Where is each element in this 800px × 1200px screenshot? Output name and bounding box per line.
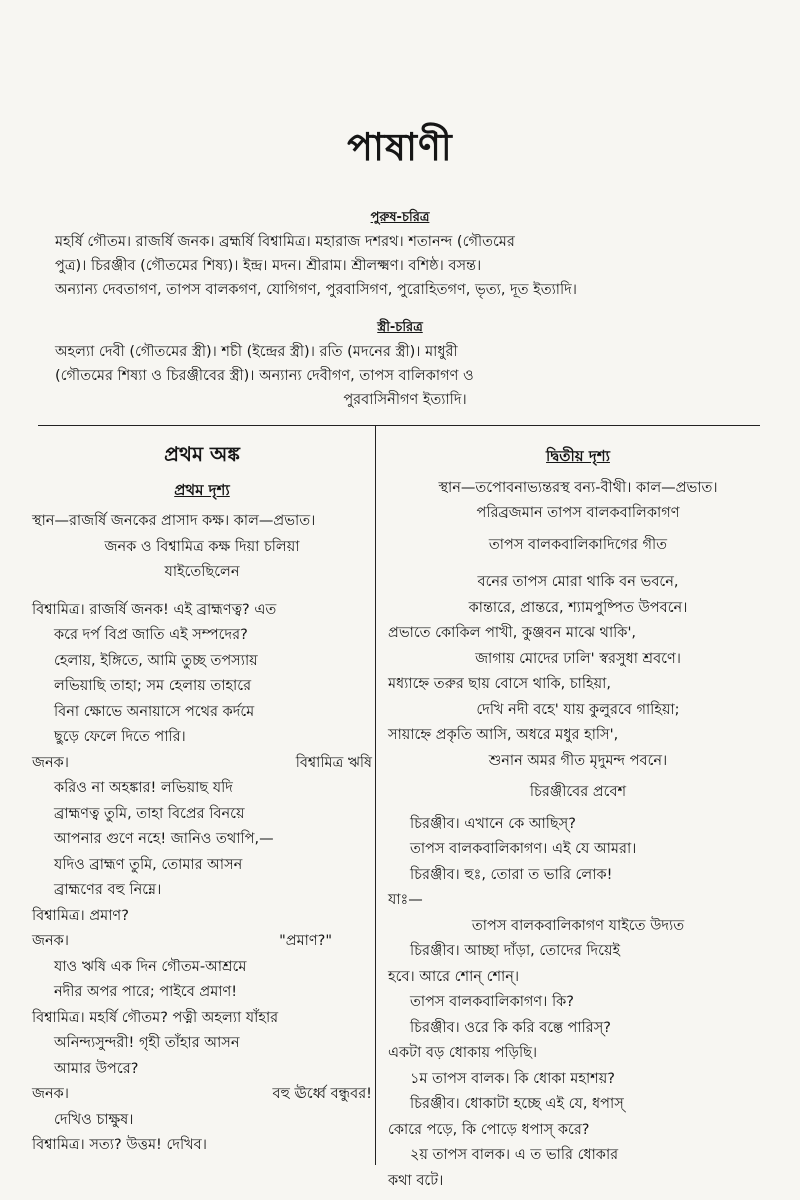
column-divider: [375, 425, 376, 1165]
female-cast-list: [55, 340, 755, 412]
dialogue-line: বিশ্বামিত্র। সত্য? উত্তম! দেখিব।: [32, 1137, 207, 1153]
dialogue-line: ১ম তাপস বালক। কি ধোকা মহাশয়?: [410, 1070, 615, 1087]
male-cast-line: পুত্র)। চিরঞ্জীব (গৌতমের শিষ্য)। ইন্দ্র। মদন। শ্রীরাম। শ্রীলক্ষ্মণ। বশিষ্ঠ। বসন্ত।: [55, 258, 482, 274]
stage-setting: স্থান—তপোবনাভ্যন্তরস্থ বন্য-বীথী। কাল—প্রভাত।: [438, 479, 718, 496]
dialogue-line: বিশ্বামিত্র। প্রমাণ?: [32, 907, 129, 924]
dialogue-line: যাও ঋষি এক দিন গৌতম-আশ্রমে: [54, 958, 247, 975]
stage-setting: পরিব্রজমান তাপস বালকবালিকাগণ: [476, 505, 680, 521]
dialogue-line: চিরঞ্জীব। ধোকাটা হচ্ছে এই যে, ধপাস্: [410, 1096, 624, 1112]
stage-direction: তাপস বালকবালিকাগণ যাইতে উদ্যত: [471, 917, 685, 934]
speaker-name: জনক।: [32, 754, 69, 771]
left-column: [32, 440, 372, 1159]
song-line: বনের তাপস মোরা থাকি বন ভবনে,: [477, 574, 679, 590]
speaker-name: জনক।: [32, 1086, 69, 1102]
female-cast-heading: স্ত্রী-চরিত্র: [377, 320, 423, 335]
song-line: কান্তারে, প্রান্তরে, শ্যামপুষ্পিত উপবনে।: [468, 599, 688, 616]
male-cast-heading: পুরুষ-চরিত্র: [370, 210, 430, 225]
dialogue-line: তাপস বালকবালিকাগণ। এই যে আমরা।: [410, 841, 637, 857]
dialogue-line: করে দর্প বিপ্র জাতি এই সম্পদের?: [54, 627, 248, 643]
dialogue-line: আমার উপরে?: [54, 1060, 139, 1077]
dialogue-line: কথা বটে।: [388, 1172, 444, 1189]
dialogue-line: লভিয়াছি তাহা; সম হেলায় তাহারে: [54, 678, 252, 694]
horizontal-rule: [38, 425, 760, 426]
right-column: [388, 440, 768, 1194]
speaker-name: জনক।: [32, 933, 69, 949]
dialogue-line: হবে। আরে শোন্ শোন্।: [388, 968, 520, 985]
song-line: জাগায় মোদের ঢালি' স্বরসুধা শ্রবণে।: [475, 650, 681, 667]
stage-setting: যাইতেছিলেন: [164, 564, 240, 580]
dialogue-line: যাঃ—: [388, 892, 423, 908]
dialogue-line: [32, 1082, 372, 1108]
dialogue-line: অনিন্দ্যসুন্দরী! গৃহী তাঁহার আসন: [54, 1035, 240, 1051]
dialogue-line: করিও না অহঙ্কার! লভিয়াছ যদি: [54, 780, 233, 796]
dialogue-line: হেলায়, ইঙ্গিতে, আমি তুচ্ছ তপস্যায়: [54, 652, 258, 669]
female-cast-line: (গৌতমের শিষ্যা ও চিরঞ্জীবের স্ত্রী)। অন্যান্য দেবীগণ, তাপস বালিকাগণ ও: [55, 368, 474, 384]
dialogue-line: নদীর অপর পারে; পাইবে প্রমাণ!: [54, 984, 238, 1000]
dialogue-line: [32, 751, 372, 777]
dialogue-line: বিশ্বামিত্র। রাজর্ষি জনক! এই ব্রাহ্মণত্ব? এত: [32, 601, 277, 618]
dialogue-line: তাপস বালকবালিকাগণ। কি?: [410, 994, 574, 1010]
dialogue-line: কোরে পড়ে, কি পোড়ে ধপাস্ করে?: [388, 1121, 590, 1138]
dialogue-line: দেখিও চাক্ষুষ।: [54, 1111, 134, 1128]
dialogue-text: বিশ্বামিত্র ঋষি: [295, 754, 372, 771]
dialogue-line: চিরঞ্জীব। এখানে কে আছিস্?: [410, 815, 576, 832]
scene-heading: প্রথম দৃশ্য: [174, 480, 230, 499]
dialogue-text: বহু ঊর্ধ্বে বন্ধুবর!: [272, 1086, 372, 1102]
female-cast-line: অহল্যা দেবী (গৌতমের স্ত্রী)। শচী (ইন্দ্রের স্ত্রী)। রতি (মদনের স্ত্রী)। মাধুরী: [55, 344, 458, 360]
male-cast-list: [55, 230, 755, 302]
male-cast-line: অন্যান্য দেবতাগণ, তাপস বালকগণ, যোগিগণ, পুরবাসিগণ, পুরোহিতগণ, ভৃত্য, দূত ইত্যাদি।: [55, 282, 577, 298]
dialogue-line: [32, 929, 372, 955]
dialogue-line: একটা বড় ধোকায় পড়িছি।: [388, 1045, 538, 1061]
dialogue-line: ব্রাহ্মণত্ব তুমি, তাহা বিপ্রের বিনয়ে: [54, 805, 245, 822]
dialogue-line: ছুড়ে ফেলে দিতে পারি।: [54, 729, 186, 745]
dialogue-line: বিনা ক্ষোভে অনায়াসে পথের কর্দমে: [54, 703, 255, 720]
song-line: প্রভাতে কোকিল পাখী, কুঞ্জবন মাঝে থাকি',: [388, 625, 637, 641]
dialogue-line: চিরঞ্জীব। ওরে কি করি বল্তে পারিস্?: [410, 1019, 612, 1036]
stage-setting: স্থান—রাজর্ষি জনকের প্রাসাদ কক্ষ। কাল—প্রভাত।: [32, 513, 316, 529]
song-line: সায়াহ্নে প্রকৃতি আসি, অধরে মধুর হাসি',: [388, 727, 619, 743]
dialogue-line: চিরঞ্জীব। আচ্ছা দাঁড়া, তোদের দিয়েই: [410, 943, 621, 959]
song-heading: তাপস বালকবালিকাদিগের গীত: [488, 536, 668, 553]
song-line: দেখি নদী বহে' যায় কুলুরবে গাহিয়া;: [476, 701, 680, 718]
stage-setting: জনক ও বিশ্বামিত্র কক্ষ দিয়া চলিয়া: [104, 538, 300, 555]
dialogue-text: "প্রমাণ?": [279, 933, 332, 949]
female-cast-line: পুরবাসিনীগণ ইত্যাদি।: [343, 392, 467, 408]
scene-heading: দ্বিতীয় দৃশ্য: [546, 447, 610, 465]
dialogue-line: ব্রাহ্মণের বহু নিম্নে।: [54, 882, 162, 898]
male-cast-line: মহর্ষি গৌতম। রাজর্ষি জনক। ব্রহ্মর্ষি বিশ্বামিত্র। মহারাজ দশরথ। শতানন্দ (গৌতমের: [55, 234, 515, 250]
song-line: মধ্যাহ্নে তরুর ছায় বোসে থাকি, চাহিয়া,: [388, 676, 611, 692]
dialogue-line: আপনার গুণে নহে! জানিও তথাপি,—: [54, 831, 274, 847]
dialogue-line: বিশ্বামিত্র। মহর্ষি গৌতম? পত্নী অহল্যা যাঁহার: [32, 1009, 279, 1026]
act-heading: প্রথম অঙ্ক: [164, 442, 240, 466]
play-title: পাষাণী: [347, 125, 453, 169]
stage-direction: চিরঞ্জীবের প্রবেশ: [529, 784, 627, 800]
dialogue-line: যদিও ব্রাহ্মণ তুমি, তোমার আসন: [54, 856, 243, 873]
dialogue-line: ২য় তাপস বালক। এ ত ভারি ধোকার: [410, 1147, 619, 1163]
dialogue-line: চিরঞ্জীব। হুঃ, তোরা ত ভারি লোক!: [410, 866, 613, 883]
song-line: শুনান অমর গীত মৃদুমন্দ পবনে।: [488, 752, 668, 769]
